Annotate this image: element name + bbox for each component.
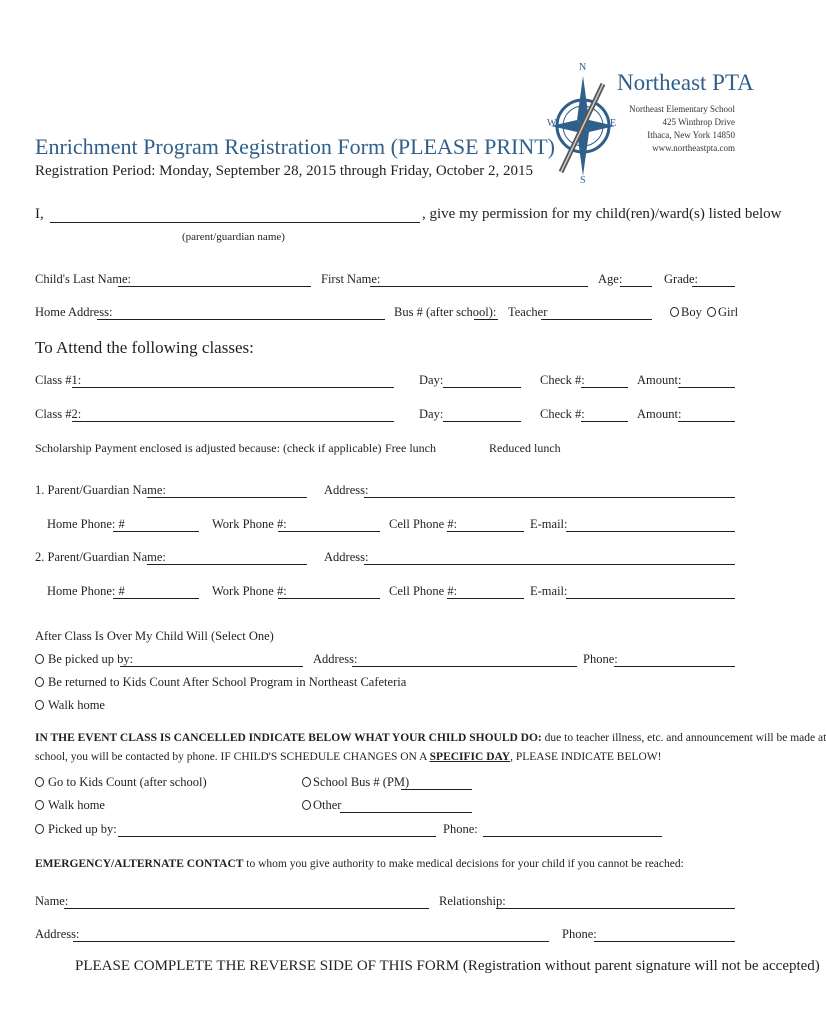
compass-n: N (579, 62, 587, 73)
org-name: Northeast PTA (617, 70, 754, 95)
guardian1-address-field[interactable] (364, 497, 735, 498)
org-address-1: Northeast Elementary School (629, 104, 735, 114)
relationship-label: Relationship: (439, 894, 506, 908)
go-kids-count-label: Go to Kids Count (after school) (48, 775, 207, 789)
cancel-line2a: school, you will be contacted by phone. IF CHILD'S SCHEDULE CHANGES ON A (35, 751, 430, 763)
permission-text: , give my permission for my child(ren)/ward(s) listed below (422, 206, 782, 222)
footer-note: PLEASE COMPLETE THE REVERSE SIDE OF THIS FORM (Registration without parent signature will not be accepted) (75, 958, 820, 974)
other-label: Other (313, 798, 342, 812)
cancel-line2b: , PLEASE INDICATE BELOW! (510, 751, 662, 763)
emergency-name-label: Name: (35, 894, 69, 908)
guardian1-name-field[interactable] (147, 497, 307, 498)
class2-amount-label: Amount: (637, 407, 682, 421)
guardian1-home-phone-field[interactable] (113, 531, 199, 532)
picked-up2-label: Picked up by: (48, 822, 117, 836)
first-name-field[interactable] (370, 286, 588, 287)
compass-s: S (580, 175, 586, 186)
walk-home-label: Walk home (48, 698, 105, 712)
walk-home2-radio[interactable] (35, 800, 44, 810)
walk-home2-label: Walk home (48, 798, 105, 812)
boy-radio[interactable] (670, 307, 679, 317)
age-label: Age: (598, 272, 623, 286)
school-bus-radio[interactable] (302, 777, 311, 787)
class2-check-label: Check #: (540, 407, 585, 421)
guardian2-home-phone-label: Home Phone: # (47, 584, 125, 598)
classes-heading: To Attend the following classes: (35, 338, 254, 357)
walk-home-radio[interactable] (35, 700, 44, 710)
class2-check-field[interactable] (581, 421, 628, 422)
reduced-lunch-option[interactable]: Reduced lunch (489, 441, 561, 455)
picked-up-phone-label: Phone: (583, 652, 618, 666)
emergency-phone-label: Phone: (562, 927, 597, 941)
picked-up-label: Be picked up by: (48, 652, 134, 666)
cancel-bold-text: IN THE EVENT CLASS IS CANCELLED INDICATE BELOW WHAT YOUR CHILD SHOULD DO: (35, 732, 542, 744)
picked-up-address-field[interactable] (352, 666, 577, 667)
guardian2-address-label: Address: (324, 550, 369, 564)
class1-label: Class #1: (35, 373, 82, 387)
class2-label: Class #2: (35, 407, 82, 421)
home-address-field[interactable] (97, 319, 385, 320)
other-radio[interactable] (302, 800, 311, 810)
class1-amount-field[interactable] (678, 387, 735, 388)
other-field[interactable] (340, 812, 472, 813)
child-last-name-label: Child's Last Name: (35, 272, 131, 286)
form-title: Enrichment Program Registration Form (PLEASE PRINT) (35, 134, 555, 159)
picked-up2-field[interactable] (118, 836, 436, 837)
grade-field[interactable] (692, 286, 735, 287)
class1-amount-label: Amount: (637, 373, 682, 387)
class1-day-field[interactable] (443, 387, 521, 388)
girl-radio[interactable] (707, 307, 716, 317)
class2-day-field[interactable] (443, 421, 521, 422)
class2-field[interactable] (72, 421, 394, 422)
after-class-heading: After Class Is Over My Child Will (Select One) (35, 629, 274, 643)
picked-up-radio[interactable] (35, 654, 44, 664)
picked-up2-phone-label: Phone: (443, 822, 478, 836)
guardian1-cell-phone-label: Cell Phone #: (389, 517, 458, 531)
guardian1-address-label: Address: (324, 483, 369, 497)
guardian1-email-label: E-mail: (530, 517, 568, 531)
class1-field[interactable] (72, 387, 394, 388)
guardian1-work-phone-field[interactable] (278, 531, 380, 532)
picked-up2-phone-field[interactable] (483, 836, 662, 837)
permission-prefix: I, (35, 206, 44, 222)
guardian2-cell-phone-field[interactable] (447, 598, 524, 599)
girl-label: Girl (718, 305, 739, 319)
compass-w: W (547, 118, 557, 129)
org-website: www.northeastpta.com (652, 143, 735, 153)
org-address-2: 425 Winthrop Drive (662, 117, 735, 127)
picked-up2-radio[interactable] (35, 824, 44, 834)
bus-label: Bus # (after school): (394, 305, 497, 319)
bus-field[interactable] (474, 319, 498, 320)
guardian2-work-phone-label: Work Phone #: (212, 584, 287, 598)
class1-check-field[interactable] (581, 387, 628, 388)
guardian1-cell-phone-field[interactable] (447, 531, 524, 532)
cancel-instructions-line1 (35, 732, 826, 744)
kids-count-label: Be returned to Kids Count After School Program in Northeast Cafeteria (48, 675, 407, 689)
boy-label: Boy (681, 305, 702, 319)
cancel-instructions-line2 (35, 751, 661, 763)
teacher-field[interactable] (541, 319, 652, 320)
teacher-label: Teacher (508, 305, 548, 319)
picked-up-field[interactable] (120, 666, 303, 667)
guardian2-email-label: E-mail: (530, 584, 568, 598)
emergency-heading (35, 858, 684, 870)
first-name-label: First Name: (321, 272, 381, 286)
guardian1-home-phone-label: Home Phone: # (47, 517, 125, 531)
guardian-caption: (parent/guardian name) (182, 231, 285, 243)
emergency-address-field[interactable] (73, 941, 549, 942)
kids-count-radio[interactable] (35, 677, 44, 687)
specific-day-text: SPECIFIC DAY (429, 751, 511, 763)
emergency-name-field[interactable] (64, 908, 429, 909)
school-bus-label: School Bus # (PM) (313, 775, 410, 789)
guardian1-name-label: 1. Parent/Guardian Name: (35, 483, 166, 497)
scholarship-label: Scholarship Payment enclosed is adjusted because: (check if applicable) (35, 441, 382, 455)
cancel-rest-text: due to teacher illness, etc. and announcement will be made at (541, 732, 826, 744)
free-lunch-option[interactable]: Free lunch (385, 441, 436, 455)
relationship-field[interactable] (496, 908, 735, 909)
class1-check-label: Check #: (540, 373, 585, 387)
class1-day-label: Day: (419, 373, 444, 387)
guardian2-cell-phone-label: Cell Phone #: (389, 584, 458, 598)
emergency-phone-field[interactable] (594, 941, 735, 942)
guardian2-name-label: 2. Parent/Guardian Name: (35, 550, 166, 564)
guardian1-email-field[interactable] (566, 531, 735, 532)
guardian2-email-field[interactable] (566, 598, 735, 599)
school-bus-field[interactable] (401, 789, 472, 790)
compass-e: E (610, 118, 617, 129)
emergency-bold-text: EMERGENCY/ALTERNATE CONTACT (35, 858, 244, 870)
guardian2-name-field[interactable] (147, 564, 307, 565)
org-address-3: Ithaca, New York 14850 (647, 130, 735, 140)
guardian1-work-phone-label: Work Phone #: (212, 517, 287, 531)
guardian2-home-phone-field[interactable] (113, 598, 199, 599)
child-last-name-field[interactable] (118, 286, 311, 287)
grade-label: Grade: (664, 272, 699, 286)
emergency-address-label: Address: (35, 927, 80, 941)
class2-amount-field[interactable] (678, 421, 735, 422)
registration-period: Registration Period: Monday, September 28, 2015 through Friday, October 2, 2015 (35, 163, 533, 179)
guardian2-work-phone-field[interactable] (278, 598, 380, 599)
guardian-name-field[interactable] (50, 222, 420, 223)
emergency-rest-text: to whom you give authority to make medical decisions for your child if you cannot be reached: (243, 858, 684, 870)
picked-up-phone-field[interactable] (614, 666, 735, 667)
guardian2-address-field[interactable] (364, 564, 735, 565)
class2-day-label: Day: (419, 407, 444, 421)
age-field[interactable] (620, 286, 652, 287)
home-address-label: Home Address: (35, 305, 113, 319)
picked-up-address-label: Address: (313, 652, 358, 666)
go-kids-count-radio[interactable] (35, 777, 44, 787)
